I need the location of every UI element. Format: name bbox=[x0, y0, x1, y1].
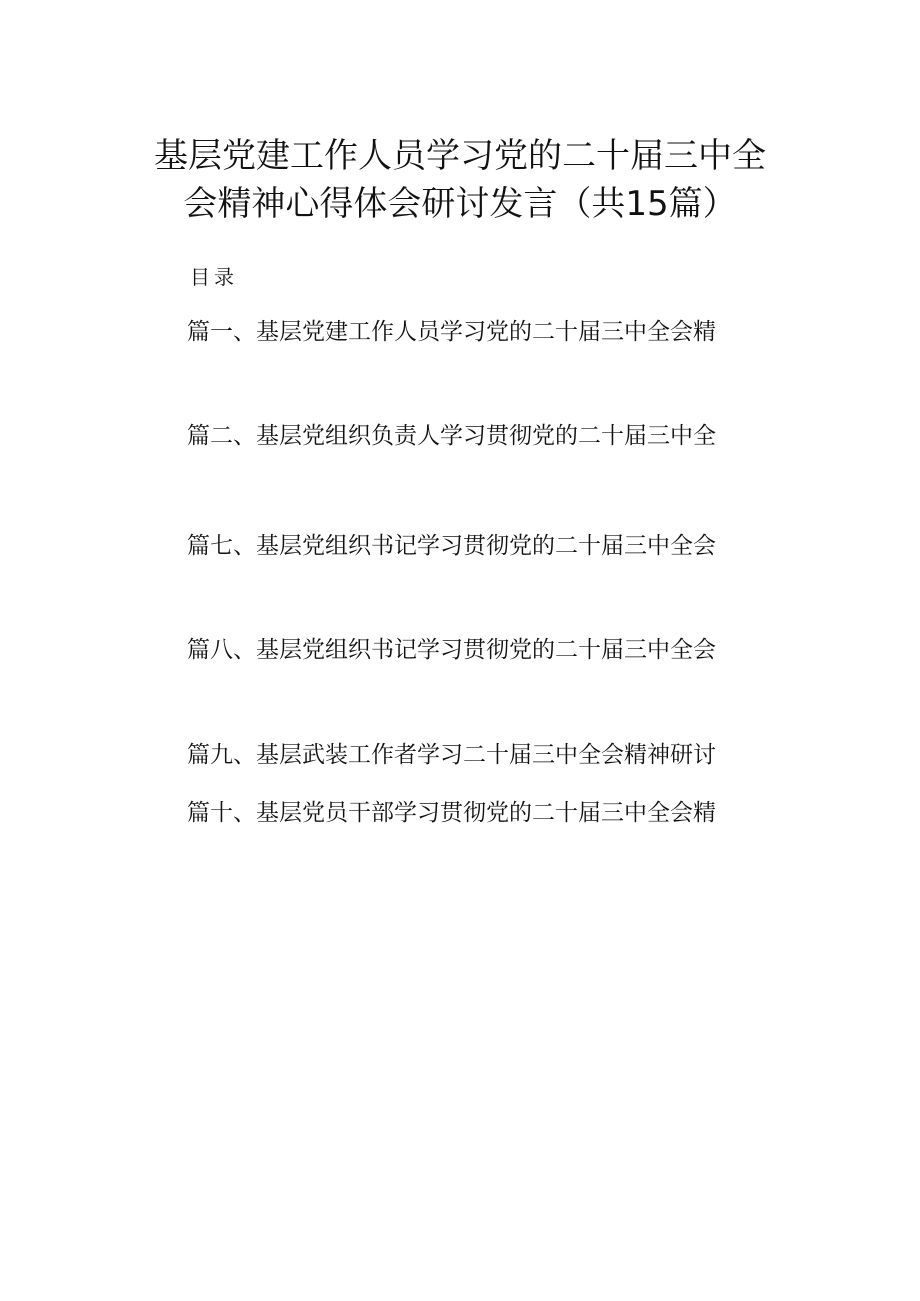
toc-item[interactable]: 篇九、基层武装工作者学习二十届三中全会精神研讨 bbox=[187, 742, 716, 768]
toc-item[interactable]: 篇一、基层党建工作人员学习党的二十届三中全会精 bbox=[187, 319, 716, 345]
toc-item[interactable]: 篇八、基层党组织书记学习贯彻党的二十届三中全会 bbox=[187, 637, 716, 663]
toc-item[interactable]: 篇七、基层党组织书记学习贯彻党的二十届三中全会 bbox=[187, 533, 716, 559]
document-title-line-2: 会精神心得体会研讨发言（共15篇） bbox=[183, 184, 737, 224]
toc-item[interactable]: 篇十、基层党员干部学习贯彻党的二十届三中全会精 bbox=[187, 800, 716, 826]
document-title-line-1: 基层党建工作人员学习党的二十届三中全 bbox=[154, 136, 766, 176]
toc-item[interactable]: 篇二、基层党组织负责人学习贯彻党的二十届三中全 bbox=[187, 423, 716, 449]
toc-heading: 目录 bbox=[190, 265, 238, 289]
